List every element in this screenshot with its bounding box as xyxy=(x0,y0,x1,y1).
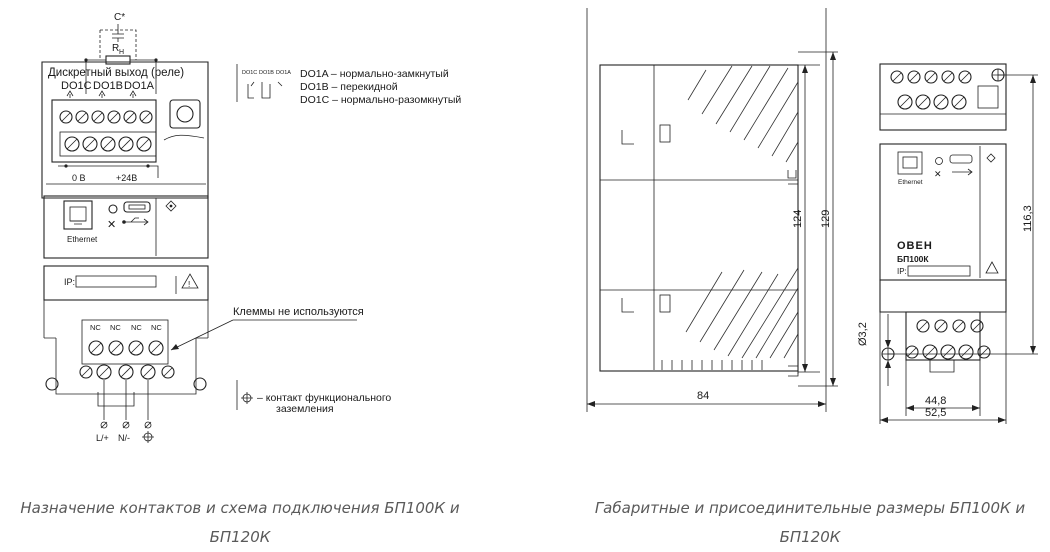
front-bottom-terminal-block xyxy=(906,312,980,360)
caption-wiring: Назначение контактов и схема подключения БП100К и БП120К xyxy=(20,499,460,546)
vent-hatch-top xyxy=(688,66,798,162)
usb-port xyxy=(124,202,150,212)
svg-text:!: ! xyxy=(188,280,191,289)
front-top-screws xyxy=(891,71,971,109)
relay-title: Дискретный выход (реле) xyxy=(48,67,185,79)
legend-do1a: DO1A xyxy=(276,70,291,76)
dim-129-label: 129 xyxy=(820,209,832,228)
do1a-label: DO1A xyxy=(124,80,154,92)
service-icon: ✕ xyxy=(107,219,117,231)
legend-do1b: DO1B xyxy=(259,70,274,76)
front-ip-label: IP: xyxy=(897,267,907,276)
front-brand: ОВЕН xyxy=(897,240,933,252)
front-view xyxy=(857,64,1038,424)
height-129-dim-line xyxy=(798,52,838,386)
power-screws xyxy=(80,365,174,379)
ethernet-port xyxy=(64,201,92,229)
do1c-label: DO1C xyxy=(61,80,92,92)
caption-dimensions: Габаритные и присоединительные размеры БП100К и БП120К xyxy=(594,499,1026,546)
front-model: БП100К xyxy=(897,254,929,264)
do1b-label: DO1B xyxy=(93,80,123,92)
nc-label-2: NC xyxy=(110,323,121,332)
resistor-symbol xyxy=(106,56,130,64)
dim-448-label: 44,8 xyxy=(925,395,947,407)
resistor-subscript: H xyxy=(119,49,125,56)
dim-525-label: 52,5 xyxy=(925,407,947,419)
nc-label-4: NC xyxy=(151,323,162,332)
ethernet-label: Ethernet xyxy=(67,235,98,244)
svg-text:✕: ✕ xyxy=(934,169,942,179)
legend-line-2: DO1B – перекидной xyxy=(300,81,398,93)
front-ethernet-port xyxy=(898,152,922,174)
wiring-diagram xyxy=(42,12,461,443)
side-view-body xyxy=(600,65,798,371)
plus24-label: +24В xyxy=(116,173,138,183)
dim-phi-label: Ø3,2 xyxy=(857,322,869,346)
ground-line-1: – контакт функционального xyxy=(257,392,392,404)
relay-legend xyxy=(237,64,461,106)
relay-screws xyxy=(60,111,156,156)
vent-hatch-bottom xyxy=(686,268,798,358)
side-view xyxy=(587,8,838,412)
dim-84-label: 84 xyxy=(697,390,710,402)
ground-legend xyxy=(237,380,391,415)
nc-label-1: NC xyxy=(90,323,101,332)
usb-icon xyxy=(124,218,148,225)
legend-line-1: DO1A – нормально-замкнутый xyxy=(300,68,449,80)
n-minus-label: N/- xyxy=(118,433,130,443)
capacitor-symbol xyxy=(112,24,124,42)
unused-terminals-label: Клеммы не используются xyxy=(233,306,364,318)
l-plus-label: L/+ xyxy=(96,433,109,443)
zero-volt-label: 0 В xyxy=(72,173,86,183)
ground-line-2: заземления xyxy=(276,403,334,415)
unused-leader-line xyxy=(171,320,357,350)
ip-label: IP: xyxy=(64,277,76,287)
relay-terminal-block xyxy=(52,100,156,162)
resistor-label: R xyxy=(112,43,120,54)
front-ethernet-label: Ethernet xyxy=(898,179,923,186)
nc-screws xyxy=(89,341,163,355)
legend-line-3: DO1C – нормально-разомкнутый xyxy=(300,94,462,106)
nc-label-3: NC xyxy=(131,323,142,332)
capacitor-label: C* xyxy=(114,12,126,23)
front-bottom-screws xyxy=(906,320,990,359)
ip-field xyxy=(76,276,156,287)
ethernet-panel xyxy=(44,196,208,258)
legend-do1c: DO1C xyxy=(242,70,258,76)
dim-124-label: 124 xyxy=(792,209,804,228)
dim-116-label: 116,3 xyxy=(1022,205,1034,232)
